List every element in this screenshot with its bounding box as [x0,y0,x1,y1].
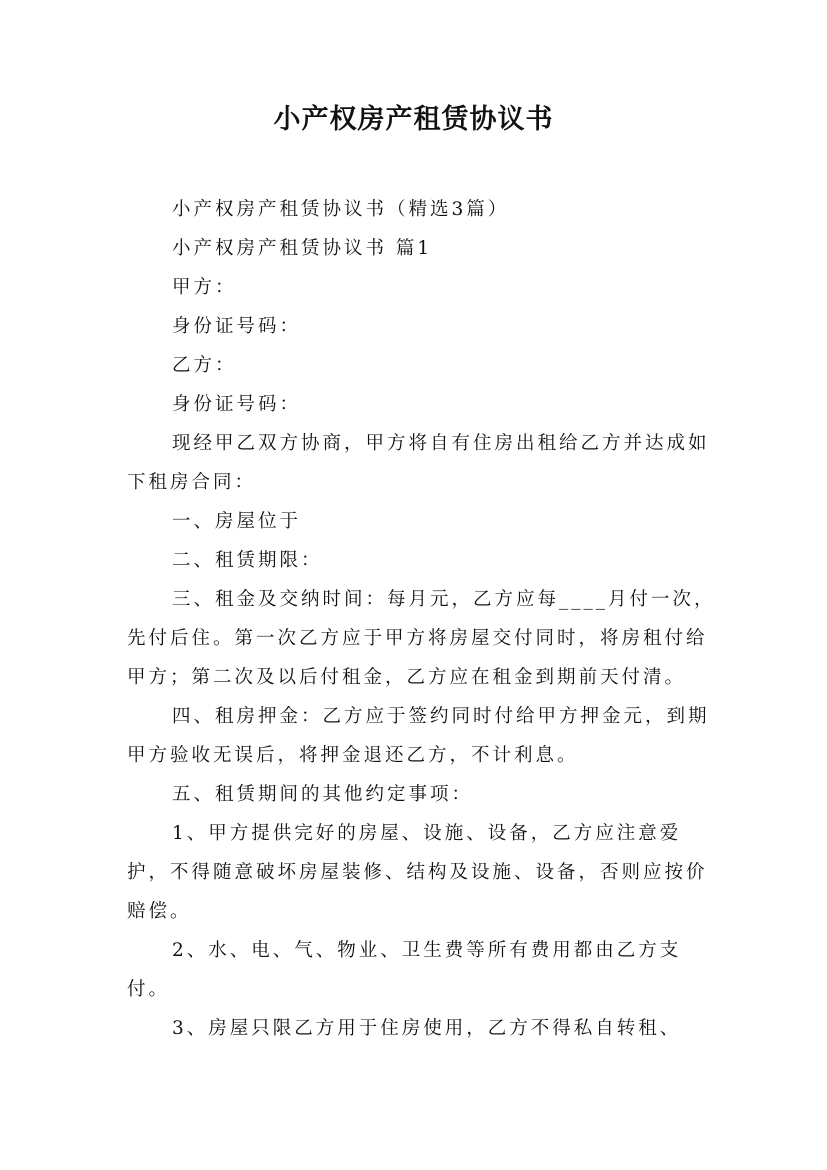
document-title: 小产权房产租赁协议书 [273,104,554,135]
paragraph-party-b-id: 身份证号码： [172,394,302,415]
paragraph-clause-1: 一、房屋位于 [172,511,302,532]
paragraph-section-heading: 小产权房产租赁协议书 篇1 [172,238,433,259]
paragraph-item-1: 1、甲方提供完好的房屋、设施、设备，乙方应注意爱护，不得随意破坏房屋装修、结构及设施、设备，否则应按价赔偿。 [127,823,708,922]
paragraph-item-2: 2、水、电、气、物业、卫生费等所有费用都由乙方支付。 [127,940,682,1000]
paragraph-party-b: 乙方： [172,355,237,376]
document-body [127,190,717,1048]
paragraph-intro: 现经甲乙双方协商，甲方将自有住房出租给乙方并达成如下租房合同： [127,433,710,493]
paragraph-item-3: 3、房屋只限乙方用于住房使用，乙方不得私自转租、 [172,1018,682,1039]
paragraph-clause-2: 二、租赁期限： [172,550,323,571]
paragraph-clause-5: 五、租赁期间的其他约定事项： [172,784,474,805]
paragraph-clause-3: 三、租金及交纳时间：每月元，乙方应每____月付一次，先付后住。第一次乙方应于甲方将房屋交付同时，将房租付给甲方；第二次及以后付租金，乙方应在租金到期前天付清。 [127,589,716,688]
paragraph-subtitle: 小产权房产租赁协议书（精选3篇） [172,199,510,220]
paragraph-clause-4: 四、租房押金：乙方应于签约同时付给甲方押金元，到期甲方验收无误后，将押金退还乙方，不计利息。 [127,706,710,766]
paragraph-party-a-id: 身份证号码： [172,316,302,337]
paragraph-party-a: 甲方： [172,277,237,298]
